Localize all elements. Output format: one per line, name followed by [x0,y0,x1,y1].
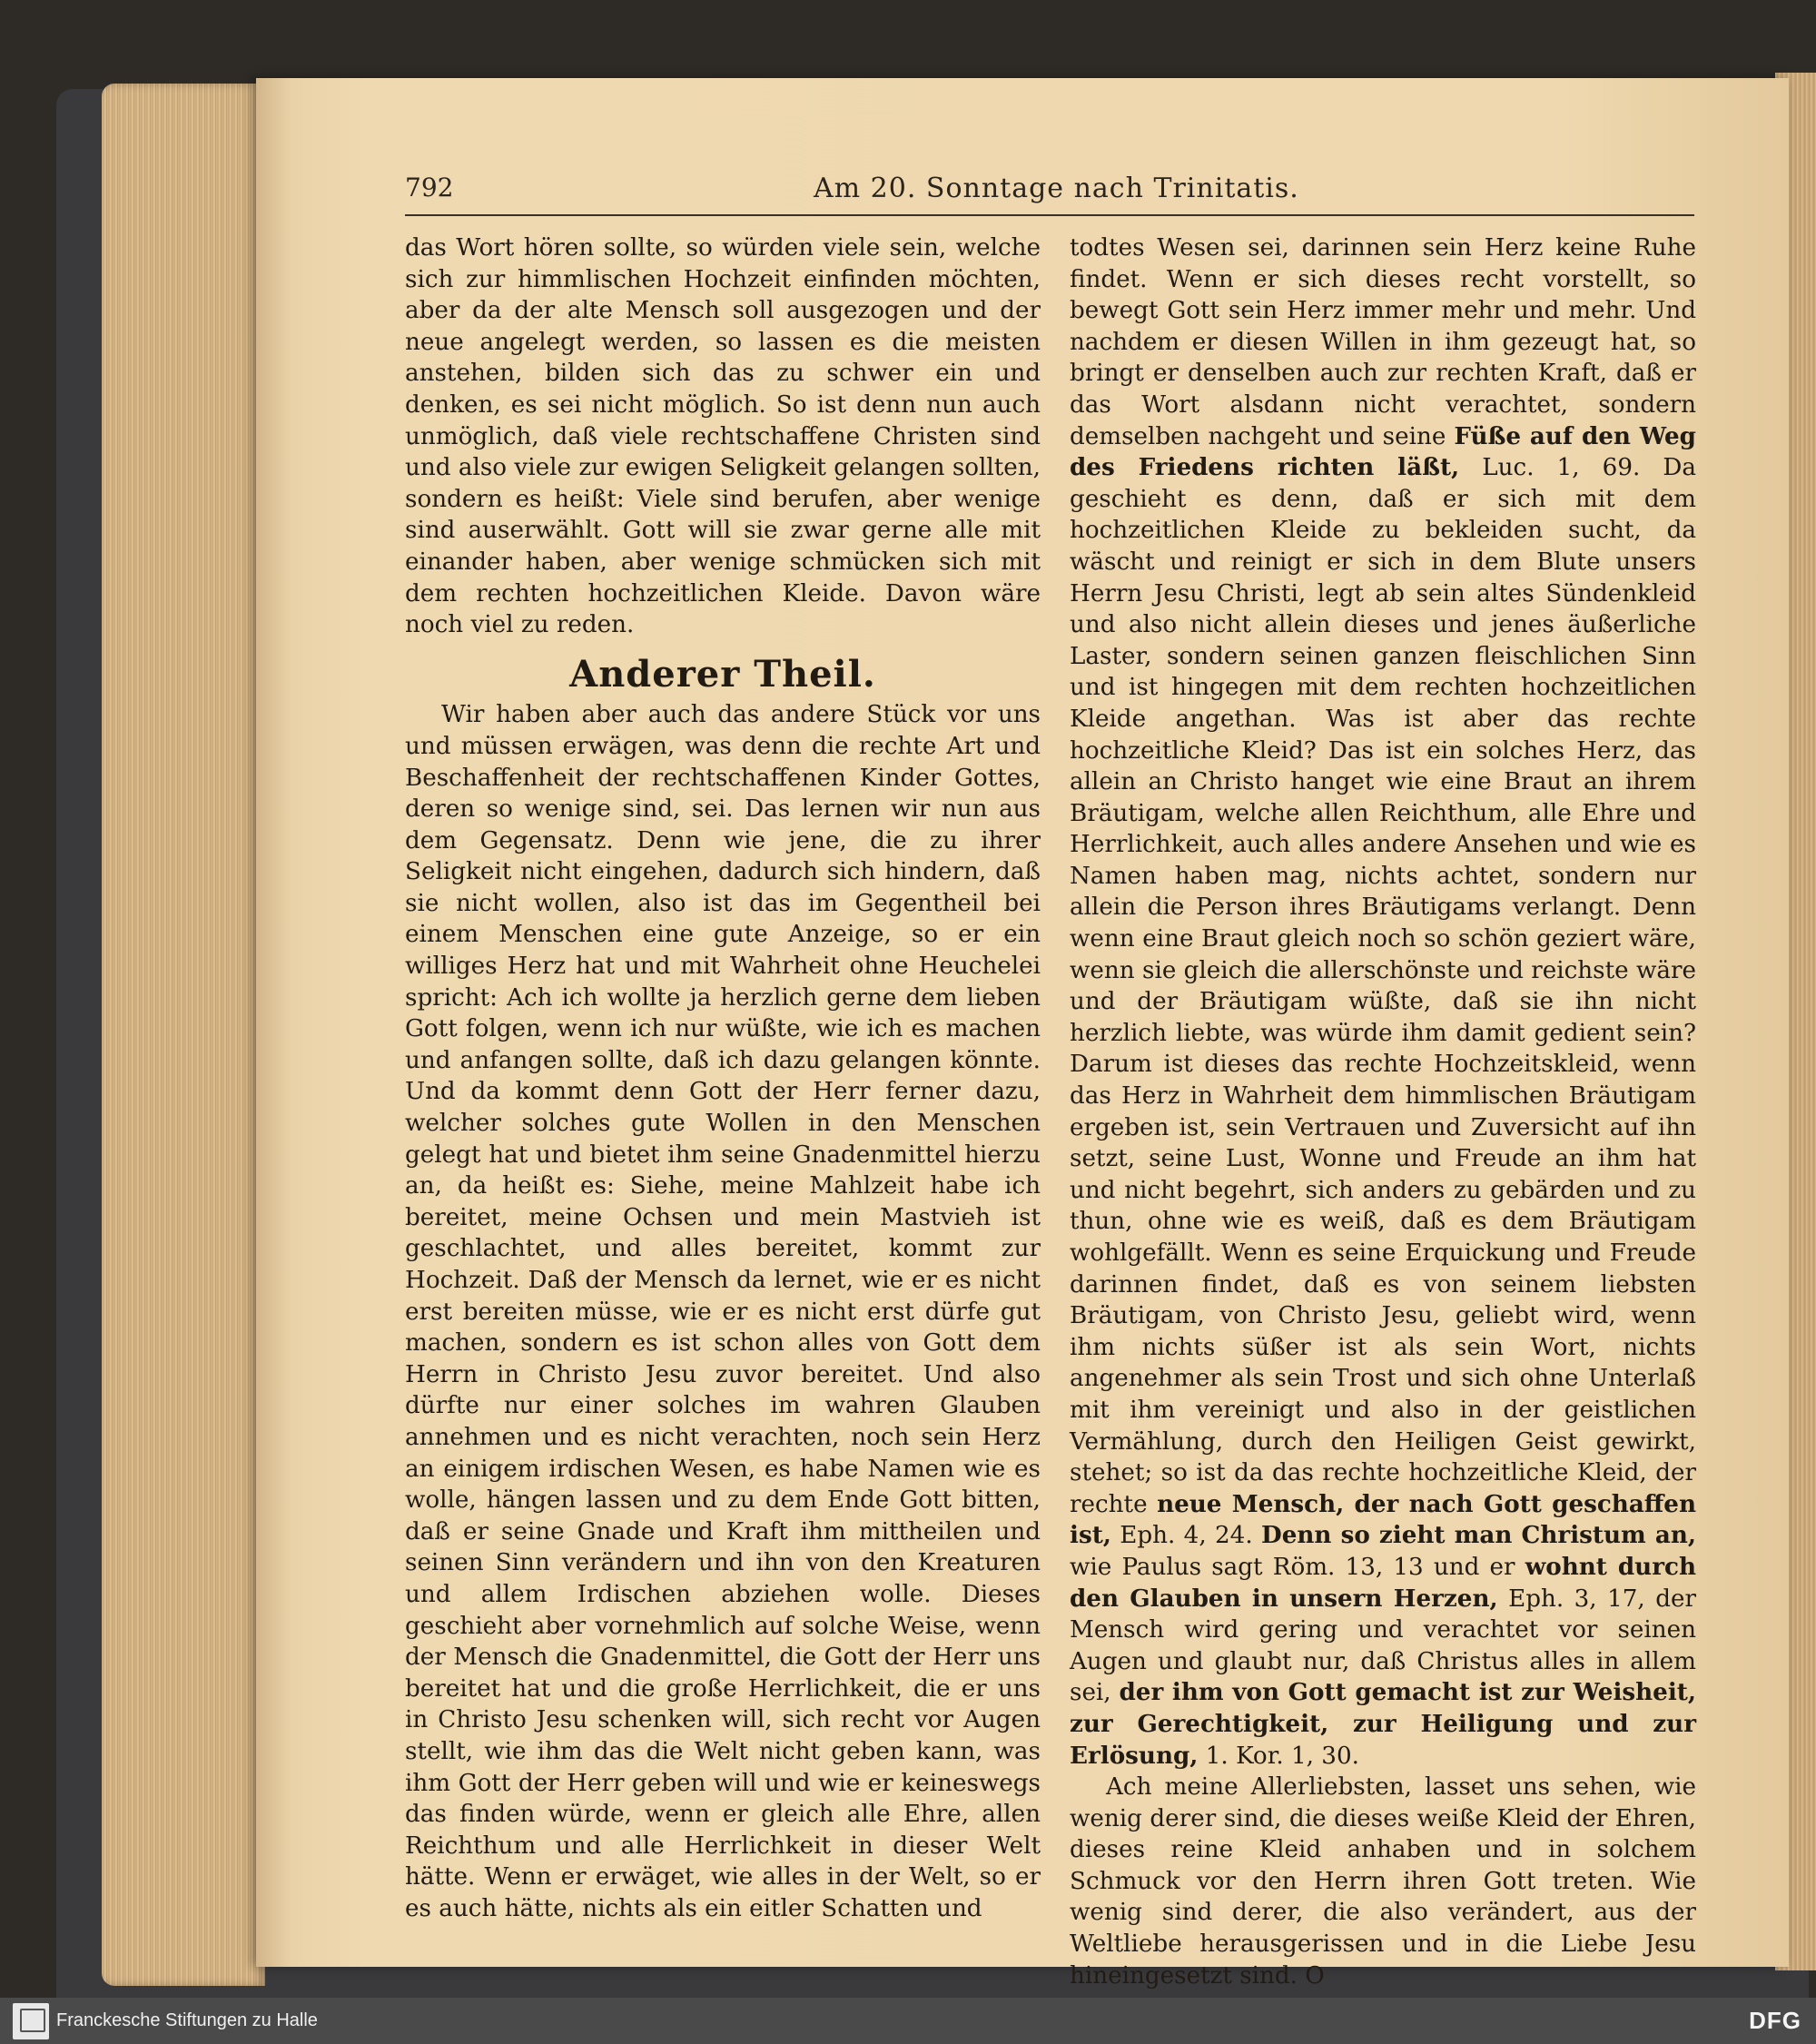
text-run: wie Paulus sagt Röm. 13, 13 und er [1070,1553,1525,1581]
header-rule [405,214,1694,216]
text-run: Luc. 1, 69. Da geschieht es denn, daß er sich mit dem hochzeitlichen Kleide zu bekleiden sucht, da wäscht und reinigt er sich in dem Blute unsers Herrn Jesu Christi, legt ab sein altes Sündenkleid und also nicht allein dieses und jenes äußerliche Laster, sondern seinen ganzen fleischlichen Sinn und ist hingegen mit dem rechten hochzeitlichen Kleide angethan. Was ist aber das rechte hochzeitliche Kleid? Das ist ein solches Herz, das allein an Christo hanget wie eine Braut an ihrem Bräutigam, welche allen Reichthum, alle Ehre und Herrlichkeit, auch alles andere Ansehen und wie es Namen haben mag, nichts achtet, sondern nur allein die Person ihres Bräutigams verlangt. Denn wenn eine Braut gleich noch so schön geziert wäre, wenn sie gleich die allerschönste und reichste wäre und der Bräutigam wüßte, daß sie ihn nicht herzlich liebte, was würde ihm damit gedient sein? Darum ist dieses das rechte Hochzeitskleid, wenn das Herz in Wahrheit dem himmlischen Bräutigam ergeben ist, sein Vertrauen und Zuversicht auf ihn setzt, seine Lust, Wonne und Freude an ihm hat und nicht begehrt, sich anders zu gebärden und zu thun, ohne wie es weiß, daß es dem Bräutigam wohlgefällt. Wenn es seine Erquickung und Freude darinnen findet, daß es von seinem liebsten Bräutigam, von Christo Jesu, geliebt wird, wenn ihm nichts süßer ist als sein Wort, nichts angenehmer als sein Trost und sich ohne Unterlaß mit ihm vereinigt und also in der geistlichen Vermählung, durch den Heiligen Geist gewirkt, stehet; so ist da das rechte hochzeitliche Kleid, der rechte [1070,454,1696,1518]
running-title: Am 20. Sonntage nach Trinitatis. [814,173,1299,204]
institution-link[interactable]: Franckesche Stiftungen zu Halle [56,2010,318,2030]
left-paragraph-1: das Wort hören sollte, so würden viele sein, welche sich zur himmlischen Hochzeit einfinden möchten, aber da der alte Mensch soll ausgezogen und der neue angelegt werden, so lassen es die meisten anstehen, bilden sich das zu schwer ein und denken, es sei nicht möglich. So ist denn nun auch unmöglich, daß viele rechtschaffene Christen sind und also viele zur ewigen Seligkeit gelangen sollten, sondern es heißt: Viele sind berufen, aber wenige sind auserwählt. Gott will sie zwar gerne alle mit einander haben, aber wenige schmücken sich mit dem rechten hochzeitlichen Kleide. Davon wäre noch viel zu reden. [405,234,1041,639]
bold-phrase: wohnt durch den Glauben in unsern Herzen, [1070,1552,1696,1613]
viewer-footer [0,1998,1816,2044]
text-run: 1. Kor. 1, 30. [1198,1742,1359,1770]
bold-phrase: der ihm von Gott gemacht ist zur Weisheit, zur Gerechtigkeit, zur Heiligung und zur Erlösung, [1070,1678,1696,1770]
right-paragraph-1 [1070,232,1696,1772]
right-column [1070,232,1696,1991]
left-column [405,232,1041,1924]
bold-phrase: neue Mensch, der nach Gott geschaffen ist, [1070,1489,1697,1550]
page-number: 792 [405,173,454,202]
page-edges-left [102,84,265,1986]
francke-foundation-logo-icon[interactable] [13,2003,49,2039]
text-run: Eph. 4, 24. [1110,1522,1261,1550]
text-run: todtes Wesen sei, darinnen sein Herz keine Ruhe findet. Wenn er sich dieses recht vorstellt, so bewegt Gott sein Herz immer mehr und mehr. Und nachdem er diesen Willen in ihm gezeugt hat, so bringt er denselben auch zur rechten Kraft, daß er das Wort alsdann nicht verachtet, sondern demselben nachgeht und seine [1070,234,1696,450]
bold-phrase: Füße auf den Weg des Friedens richten läßt, [1070,421,1696,482]
bold-phrase: Denn so zieht man Christum an, [1260,1521,1696,1550]
section-heading: Anderer Theil. [569,652,876,696]
text-run: Eph. 3, 17, der Mensch wird gering und verachtet vor seinen Augen und glaubt nur, daß Christus alles in allem sei, [1070,1585,1697,1707]
dfg-logo[interactable]: DFG [1749,2007,1801,2034]
right-paragraph-2: Ach meine Allerliebsten, lasset uns sehen, wie wenig derer sind, die dieses weiße Kleid der Ehren, dieses reine Kleid anhaben und in solchem Schmuck vor den Herrn ihren Gott treten. Wie wenig sind derer, die also verändert, aus der Weltliebe herausgerissen und in die Liebe Jesu hineingesetzt sind. O [1070,1773,1696,1990]
page-header [405,173,1694,212]
left-paragraph-2: Wir haben aber auch das andere Stück vor uns und müssen erwägen, was denn die rechte Art und Beschaffenheit der rechtschaffenen Kinder Gottes, deren so wenige sind, sei. Das lernen wir nun aus dem Gegensatz. Denn wie jene, die zu ihrer Seligkeit nicht eingehen, dadurch sich hindern, daß sie nicht wollen, also ist das im Gegentheil bei einem Menschen eine gute Anzeige, so er ein williges Herz hat und mit Wahrheit ohne Heuchelei spricht: Ach ich wollte ja herzlich gerne dem lieben Gott folgen, wenn ich nur wüßte, wie ich es machen und anfangen sollte, daß ich dazu gelangen könnte. Und da kommt denn Gott der Herr ferner dazu, welcher solches gute Wollen in den Menschen gelegt hat und bietet ihm seine Gnadenmittel hierzu an, da heißt es: Siehe, meine Mahlzeit habe ich bereitet, meine Ochsen und mein Mastvieh ist geschlachtet, und alles bereitet, kommt zur Hochzeit. Daß der Mensch da lernet, wie er es nicht erst bereiten müsse, wie er es nicht erst dürfe gut machen, sondern es ist schon alles von Gott dem Herrn in Christo Jesu zuvor bereitet. Und also dürfte nur einer solches im wahren Glauben annehmen und es nicht verachten, noch sein Herz an einigem irdischen Wesen, es habe Namen wie es wolle, hängen lassen und zu dem Ende Gott bitten, daß er seine Gnade und Kraft ihm mittheilen und seinen Sinn verändern und ihn von den Kreaturen und allem Irdischen abziehen wolle. Dieses geschieht aber vornehmlich auf solche Weise, wenn der Mensch die Gnadenmittel, die Gott der Herr uns bereitet hat und die große Herrlichkeit, die er uns in Christo Jesu schenken will, sich recht vor Augen stellt, wie ihm das die Welt nicht geben kann, was ihm Gott der Herr geben will und wie er keineswegs das finden würde, wenn er gleich alle Ehre, allen Reichthum und alle Herrlichkeit in dieser Welt hätte. Wenn er erwäget, wie alles in der Welt, so er es auch hätte, nichts als ein eitler Schatten und [405,701,1041,1922]
